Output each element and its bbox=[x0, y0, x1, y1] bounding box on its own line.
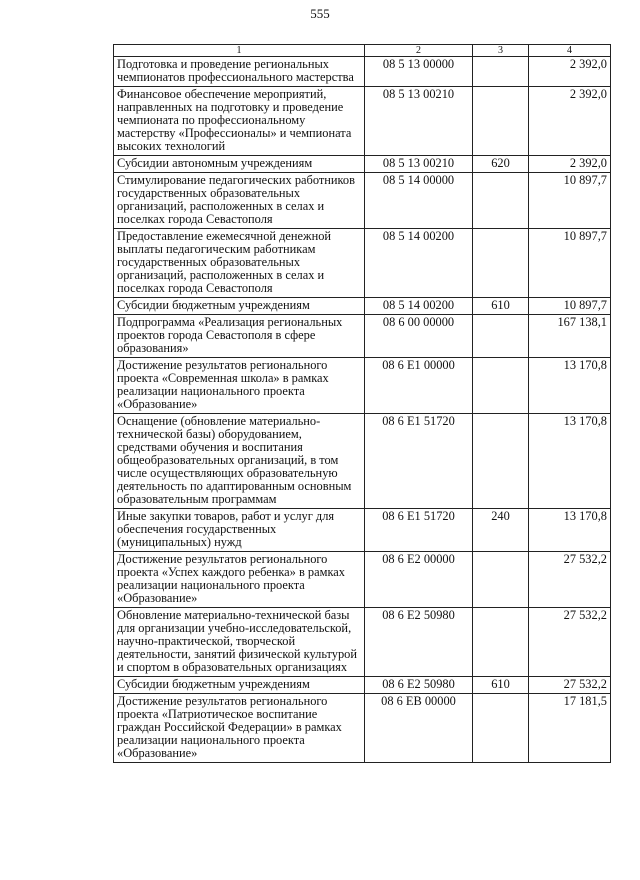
cell-expense-type bbox=[473, 87, 529, 156]
table-row bbox=[114, 509, 611, 552]
table-header-row bbox=[114, 45, 611, 57]
cell-code: 08 6 E1 51720 bbox=[365, 414, 473, 509]
cell-expense-type bbox=[473, 552, 529, 608]
table-row bbox=[114, 298, 611, 315]
cell-code: 08 5 13 00000 bbox=[365, 57, 473, 87]
cell-amount: 2 392,0 bbox=[529, 87, 611, 156]
cell-amount: 27 532,2 bbox=[529, 552, 611, 608]
cell-amount: 10 897,7 bbox=[529, 173, 611, 229]
page-number: 555 bbox=[310, 6, 330, 21]
column-header-2: 2 bbox=[365, 45, 473, 57]
cell-name: Иные закупки товаров, работ и услуг для обеспечения государственных (муниципальных) нужд bbox=[114, 509, 365, 552]
cell-amount: 27 532,2 bbox=[529, 608, 611, 677]
cell-amount: 2 392,0 bbox=[529, 57, 611, 87]
cell-expense-type bbox=[473, 358, 529, 414]
column-header-3: 3 bbox=[473, 45, 529, 57]
cell-expense-type bbox=[473, 229, 529, 298]
table-row bbox=[114, 608, 611, 677]
cell-amount: 10 897,7 bbox=[529, 298, 611, 315]
cell-code: 08 5 13 00210 bbox=[365, 87, 473, 156]
table-row bbox=[114, 315, 611, 358]
cell-code: 08 5 14 00200 bbox=[365, 229, 473, 298]
cell-name: Подготовка и проведение региональных чемпионатов профессионального мастерства bbox=[114, 57, 365, 87]
table-row bbox=[114, 229, 611, 298]
budget-table bbox=[113, 44, 611, 763]
cell-code: 08 6 00 00000 bbox=[365, 315, 473, 358]
cell-name: Оснащение (обновление материально-технической базы) оборудованием, средствами обучения и воспитания общеобразовательных организаций, в том числе осуществляющих образовательную деятельность по адаптированным основным образовательным программам bbox=[114, 414, 365, 509]
cell-expense-type bbox=[473, 694, 529, 763]
cell-name: Достижение результатов регионального проекта «Успех каждого ребенка» в рамках реализации национального проекта «Образование» bbox=[114, 552, 365, 608]
cell-code: 08 6 E2 50980 bbox=[365, 677, 473, 694]
table-row bbox=[114, 677, 611, 694]
cell-amount: 13 170,8 bbox=[529, 509, 611, 552]
cell-code: 08 6 E2 50980 bbox=[365, 608, 473, 677]
cell-amount: 27 532,2 bbox=[529, 677, 611, 694]
cell-name: Достижение результатов регионального проекта «Патриотическое воспитание граждан Российской Федерации» в рамках реализации национального проекта «Образование» bbox=[114, 694, 365, 763]
cell-expense-type: 610 bbox=[473, 677, 529, 694]
cell-expense-type: 610 bbox=[473, 298, 529, 315]
cell-code: 08 5 13 00210 bbox=[365, 156, 473, 173]
cell-name: Достижение результатов регионального проекта «Современная школа» в рамках реализации национального проекта «Образование» bbox=[114, 358, 365, 414]
cell-code: 08 6 E2 00000 bbox=[365, 552, 473, 608]
cell-amount: 13 170,8 bbox=[529, 414, 611, 509]
cell-name: Обновление материально-технической базы для организации учебно-исследовательской, научно-практической, творческой деятельности, занятий физической культурой и спортом в образовательных организациях bbox=[114, 608, 365, 677]
cell-amount: 167 138,1 bbox=[529, 315, 611, 358]
table-row bbox=[114, 156, 611, 173]
cell-amount: 2 392,0 bbox=[529, 156, 611, 173]
cell-expense-type bbox=[473, 315, 529, 358]
cell-name: Финансовое обеспечение мероприятий, направленных на подготовку и проведение чемпионата по профессиональному мастерству «Профессионалы» и чемпионата высоких технологий bbox=[114, 87, 365, 156]
cell-code: 08 6 E1 51720 bbox=[365, 509, 473, 552]
table-body bbox=[114, 57, 611, 763]
cell-code: 08 5 14 00200 bbox=[365, 298, 473, 315]
cell-expense-type bbox=[473, 414, 529, 509]
column-header-4: 4 bbox=[529, 45, 611, 57]
table-row bbox=[114, 173, 611, 229]
column-header-1: 1 bbox=[114, 45, 365, 57]
table-row bbox=[114, 358, 611, 414]
table-row bbox=[114, 694, 611, 763]
cell-name: Подпрограмма «Реализация региональных проектов города Севастополя в сфере образования» bbox=[114, 315, 365, 358]
cell-name: Предоставление ежемесячной денежной выплаты педагогическим работникам государственных образовательных организаций, расположенных в селах и поселках города Севастополя bbox=[114, 229, 365, 298]
cell-expense-type bbox=[473, 173, 529, 229]
cell-code: 08 6 EB 00000 bbox=[365, 694, 473, 763]
table-row bbox=[114, 57, 611, 87]
cell-expense-type: 240 bbox=[473, 509, 529, 552]
cell-amount: 13 170,8 bbox=[529, 358, 611, 414]
cell-code: 08 5 14 00000 bbox=[365, 173, 473, 229]
table-row bbox=[114, 87, 611, 156]
cell-amount: 10 897,7 bbox=[529, 229, 611, 298]
cell-name: Субсидии бюджетным учреждениям bbox=[114, 298, 365, 315]
cell-expense-type: 620 bbox=[473, 156, 529, 173]
cell-expense-type bbox=[473, 608, 529, 677]
cell-name: Субсидии бюджетным учреждениям bbox=[114, 677, 365, 694]
cell-code: 08 6 E1 00000 bbox=[365, 358, 473, 414]
table-row bbox=[114, 414, 611, 509]
cell-expense-type bbox=[473, 57, 529, 87]
table-row bbox=[114, 552, 611, 608]
cell-name: Субсидии автономным учреждениям bbox=[114, 156, 365, 173]
cell-name: Стимулирование педагогических работников государственных образовательных организаций, расположенных в селах и поселках города Севастополя bbox=[114, 173, 365, 229]
cell-amount: 17 181,5 bbox=[529, 694, 611, 763]
